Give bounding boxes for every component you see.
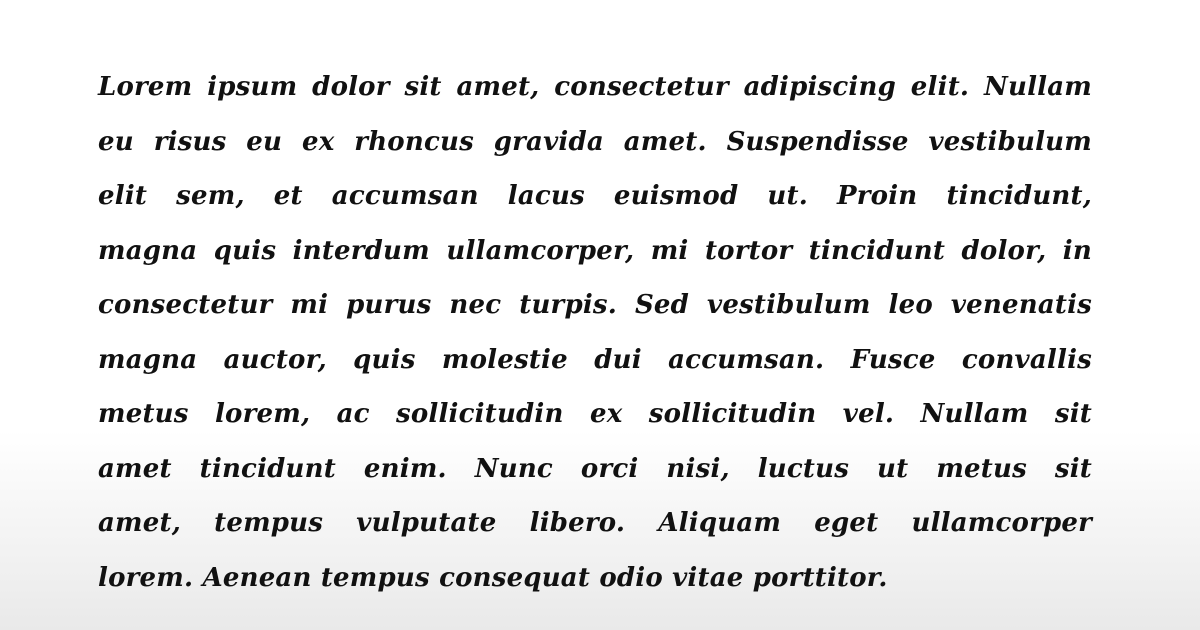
text-line: Lorem ipsum dolor sit amet, consectetur adipiscing elit. Nullam [98,72,1092,102]
text-line: metus lorem, ac sollicitudin ex sollicitudin vel. Nullam sit [98,399,1092,429]
text-line: lorem. Aenean tempus consequat odio vitae porttitor. [98,562,888,593]
text-line: magna auctor, quis molestie dui accumsan. Fusce convallis [98,344,1092,375]
text-line: magna quis interdum ullamcorper, mi tortor tincidunt dolor, in [98,235,1092,266]
text-line: consectetur mi purus nec turpis. Sed vestibulum leo venenatis [98,290,1092,320]
text-line: amet, tempus vulputate libero. Aliquam eget ullamcorper [98,508,1092,538]
text-line: amet tincidunt enim. Nunc orci nisi, luctus ut metus sit [98,453,1092,484]
calligraphy-paragraph [98,60,1092,605]
text-line: eu risus eu ex rhoncus gravida amet. Suspendisse vestibulum [98,126,1092,157]
text-line: elit sem, et accumsan lacus euismod ut. Proin tincidunt, [98,181,1092,211]
